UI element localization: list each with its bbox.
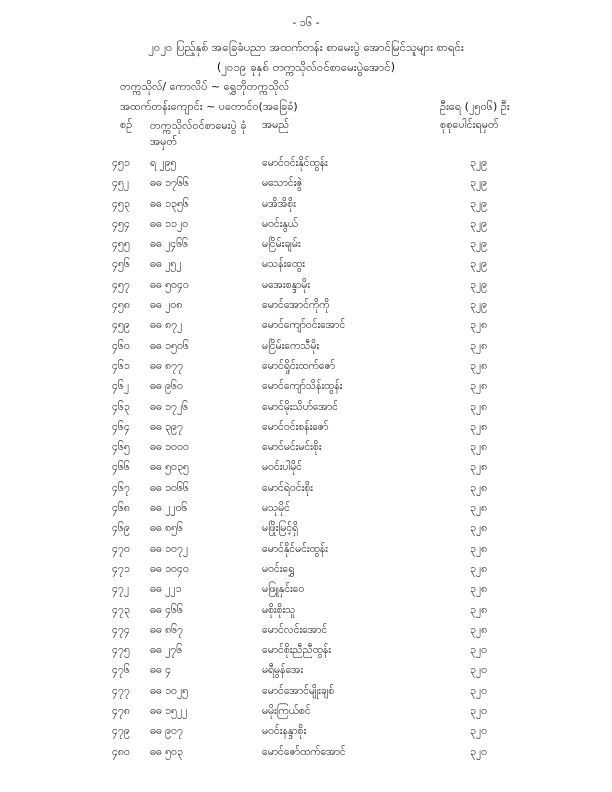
table-row xyxy=(0,543,612,563)
total-score: ၃၂၈ xyxy=(470,441,488,454)
row-number: ၄၇၄ xyxy=(112,623,130,636)
total-score: ၃၂၈ xyxy=(470,583,488,596)
roll-number: ဓဓ ၅၀၃ xyxy=(150,745,183,758)
table-row xyxy=(0,563,612,583)
total-score: ၃၂၈ xyxy=(470,481,488,494)
row-number: ၄၅၁ xyxy=(112,157,130,169)
header-number: စဉ် xyxy=(120,118,133,131)
total-score: ၃၂၈ xyxy=(470,400,488,413)
row-number: ၄၇၂ xyxy=(112,583,129,596)
row-number: ၄၆၈ xyxy=(112,502,130,515)
total-score: ၃၂၈ xyxy=(470,623,488,636)
student-name: မောင်အောင်မျိုးချစ် xyxy=(262,684,335,697)
row-number: ၄၇၃ xyxy=(112,603,130,616)
header-name: အမည် xyxy=(262,118,290,131)
roll-number: ဓဓ ၁၇၂၆ xyxy=(150,400,189,413)
student-name: မသုမိုင် xyxy=(262,502,290,515)
row-number: ၄၈၀ xyxy=(112,745,130,758)
total-score: ၃၂၉ xyxy=(470,157,487,169)
student-name: မဝင်းနွယ် xyxy=(262,217,299,230)
roll-number: ဓဓ ၁၀၇၂ xyxy=(150,542,189,555)
table-row xyxy=(0,664,612,684)
roll-number: ဓဓ ၉၆၀ xyxy=(150,380,183,393)
table-row xyxy=(0,624,612,644)
roll-number: ဓဓ ၁၀၀၀ xyxy=(150,441,189,454)
document-subtitle: (၂၀၁၉ ခုနှစ် တက္ကသိုလ်ဝင်စာမေးပွဲအောင်) xyxy=(216,60,396,74)
roll-number: ဓဓ ၄၆၆ xyxy=(150,603,183,616)
student-name: မောင်မိုးသိဟ်အောင် xyxy=(262,400,339,413)
row-number: ၄၇၉ xyxy=(112,725,130,738)
total-count: ဦးရေ (၂၅၀၆) ဦး xyxy=(440,100,510,113)
roll-number: ဓဓ ၂၂၀၆ xyxy=(150,502,188,515)
roll-number: ဓဓ ၁၀၂၅ xyxy=(150,684,189,697)
row-number: ၄၅၈ xyxy=(112,299,130,312)
page-number: - ၁၆ - xyxy=(292,16,320,29)
row-number: ၄၇၅ xyxy=(112,644,130,657)
roll-number: ဓဓ ၈၅၆ xyxy=(150,522,183,535)
total-score: ၃၂၀ xyxy=(470,745,487,758)
roll-number: ဓဓ ၈၇၇ xyxy=(150,359,183,372)
table-row xyxy=(0,380,612,400)
table-row xyxy=(0,604,612,624)
total-score: ၃၂၀ xyxy=(470,644,487,657)
roll-number: ဓဓ ၂၀၈ xyxy=(150,299,183,312)
row-number: ၄၇၆ xyxy=(112,664,130,677)
student-name: မောင်ရဲဝင်းစိုး xyxy=(262,481,313,494)
total-score: ၃၂၀ xyxy=(470,664,487,677)
roll-number: ဓဓ ၁၅၀၆ xyxy=(150,339,189,352)
student-name: မမိုးကြယ်စင် xyxy=(262,705,311,718)
student-name: မောင်ကျော်ဝင်းအောင် xyxy=(262,319,346,332)
row-number: ၄၇၈ xyxy=(112,705,130,718)
table-row xyxy=(0,258,612,278)
table-row xyxy=(0,522,612,542)
roll-number: ဓဓ ၄ xyxy=(150,664,172,677)
roll-number: ဓဓ ၅၀၄၀ xyxy=(150,278,189,291)
header-total-score: စုစုပေါင်းရမှတ် xyxy=(440,118,499,131)
total-score: ၃၂၉ xyxy=(470,299,487,312)
table-row xyxy=(0,583,612,603)
row-number: ၄၅၉ xyxy=(112,319,130,332)
student-name: မငြိမ်းကေသီမိုး xyxy=(262,339,320,352)
row-number: ၄၆၃ xyxy=(112,400,130,413)
table-row xyxy=(0,685,612,705)
table-row xyxy=(0,746,612,766)
row-number: ၄၆၂ xyxy=(112,380,129,393)
roll-number: ဓဓ ၈၆၇ xyxy=(150,623,183,636)
table-row xyxy=(0,441,612,461)
table-row xyxy=(0,705,612,725)
total-score: ၃၂၈ xyxy=(470,359,488,372)
roll-number: ဓဓ ၁၁၂၀ xyxy=(150,217,189,230)
roll-number: ဓဓ ၅၀၃၅ xyxy=(150,461,189,474)
student-name: မအေးစန္ဒာမိုး xyxy=(262,278,310,291)
student-name: မငြိမ်းချမ်း xyxy=(262,238,301,251)
student-name: မောင်အောင်ကိုကို xyxy=(262,299,330,312)
row-number: ၄၇၁ xyxy=(112,562,130,575)
roll-number: ဓဓ ၁၇၆၆ xyxy=(150,177,189,190)
document-title: ၂၀၂၀ ပြည့်နှစ် အခြေခံပညာ အထက်တန်း စာမေးပွဲ အောင်မြင်သူများ စာရင်း xyxy=(148,40,464,54)
university-line: တက္ကသိုလ်/ ကောလိပ် ~ ရွှေဘိုတက္ကသိုလ် xyxy=(120,80,290,93)
row-number: ၄၅၅ xyxy=(112,238,130,251)
roll-number: ဓဓ ၉၀၇ xyxy=(150,725,183,738)
student-name: မဝင်းနန္ဒာစိုး xyxy=(262,725,307,738)
total-score: ၃၂၈ xyxy=(470,502,488,515)
row-number: ၄၆၅ xyxy=(112,441,130,454)
student-name: မောင်ဇော်ထက်အောင် xyxy=(262,745,346,758)
row-number: ၄၆၇ xyxy=(112,481,130,494)
school-line: အထက်တန်းကျောင်း ~ ပတောင်ဝ(အခြေခံ) xyxy=(120,100,298,113)
row-number: ၄၅၄ xyxy=(112,217,130,230)
row-number: ၄၆၄ xyxy=(112,420,130,433)
table-row xyxy=(0,157,612,177)
table-row xyxy=(0,401,612,421)
row-number: ၄၆၀ xyxy=(112,339,130,352)
student-name: မအိအိစိုး xyxy=(262,197,296,210)
row-number: ၄၆၆ xyxy=(112,461,130,474)
total-score: ၃၂၀ xyxy=(470,705,487,718)
student-name: မဝင်းပါမိုင် xyxy=(262,461,303,474)
total-score: ၃၂၈ xyxy=(470,562,488,575)
student-name: မသောင်းဇွဲ xyxy=(262,177,303,190)
roll-number: ဓဓ ၁၀၄၀ xyxy=(150,562,189,575)
total-score: ၃၂၉ xyxy=(470,217,487,230)
roll-number: ဓဓ ၂၇၆ xyxy=(150,644,183,657)
roll-number: ရ ၂၉၅ xyxy=(150,157,177,169)
table-row xyxy=(0,238,612,258)
header-roll-number: တက္ကသိုလ်ဝင်စာမေးပွဲ ခုံအမှတ် xyxy=(150,119,247,148)
student-name: မောင်လင်းအောင် xyxy=(262,623,328,636)
student-name: မောင်ဝင်းနိုင်ထွန်း xyxy=(262,157,328,169)
row-number: ၄၅၇ xyxy=(112,278,130,291)
table-row xyxy=(0,279,612,299)
student-name: မောင်ကျော်သိန်းထွန်း xyxy=(262,380,343,393)
table-row xyxy=(0,725,612,745)
roll-number: ဓဓ ၂၅၂ xyxy=(150,258,182,271)
student-name: မဖြူနှင်းဝေ xyxy=(262,583,305,596)
student-name: မဝင်းရွှေ xyxy=(262,562,295,575)
student-name: မစိုးစိုးသူ xyxy=(262,603,296,616)
total-score: ၃၂၉ xyxy=(470,197,487,210)
total-score: ၃၂၉ xyxy=(470,278,487,291)
table-row xyxy=(0,644,612,664)
table-row xyxy=(0,421,612,441)
total-score: ၃၂၀ xyxy=(470,684,487,697)
student-name: မောင်နိုင်မင်းထွန်း xyxy=(262,542,328,555)
table-row xyxy=(0,319,612,339)
total-score: ၃၂၉ xyxy=(470,238,487,251)
row-number: ၄၅၃ xyxy=(112,197,130,210)
table-row xyxy=(0,482,612,502)
student-name: မောင်ဝင်းစန်းဇော် xyxy=(262,420,329,433)
student-name: မောင်စိုးညီညီထွန်း xyxy=(262,644,331,657)
student-name: မောင်ရှိုင်းထက်ဇော် xyxy=(262,359,336,372)
row-number: ၄၇၇ xyxy=(112,684,130,697)
student-name: မဖြိုးမြင့်ရှိ xyxy=(262,522,299,535)
total-score: ၃၂၈ xyxy=(470,522,488,535)
total-score: ၃၂၈ xyxy=(470,461,488,474)
total-score: ၃၂၈ xyxy=(470,339,488,352)
total-score: ၃၂၉ xyxy=(470,177,487,190)
roll-number: ဓဓ ၁၅၂၂ xyxy=(150,705,188,718)
total-score: ၃၂၈ xyxy=(470,542,488,555)
results-list xyxy=(0,157,612,766)
row-number: ၄၇၀ xyxy=(112,542,130,555)
table-row xyxy=(0,360,612,380)
roll-number: ဓဓ ၈၇၂ xyxy=(150,319,183,332)
table-row xyxy=(0,299,612,319)
table-row xyxy=(0,340,612,360)
student-name: မရီမွန်အေး xyxy=(262,664,304,677)
row-number: ၄၅၆ xyxy=(112,258,130,271)
table-row xyxy=(0,218,612,238)
total-score: ၃၂၈ xyxy=(470,380,488,393)
roll-number: ဓဓ ၂၂၁ xyxy=(150,583,182,596)
table-row xyxy=(0,502,612,522)
row-number: ၄၅၂ xyxy=(112,177,129,190)
total-score: ၃၂၈ xyxy=(470,603,488,616)
total-score: ၃၂၀ xyxy=(470,725,487,738)
roll-number: ဓဓ ၁၃၅၆ xyxy=(150,197,189,210)
student-name: မသန်းထွေး xyxy=(262,258,305,271)
roll-number: ဓဓ ၁၀၆၆ xyxy=(150,481,189,494)
table-row xyxy=(0,461,612,481)
student-name: မောင်မင်းမင်းစိုး xyxy=(262,441,322,454)
total-score: ၃၂၈ xyxy=(470,319,488,332)
table-row xyxy=(0,198,612,218)
table-row xyxy=(0,177,612,197)
roll-number: ဓဓ ၃၉၇ xyxy=(150,420,183,433)
total-score: ၃၂၉ xyxy=(470,258,487,271)
roll-number: ဓဓ ၂၄၆၆ xyxy=(150,238,189,251)
total-score: ၃၂၈ xyxy=(470,420,488,433)
row-number: ၄၆၉ xyxy=(112,522,130,535)
row-number: ၄၆၁ xyxy=(112,359,130,372)
